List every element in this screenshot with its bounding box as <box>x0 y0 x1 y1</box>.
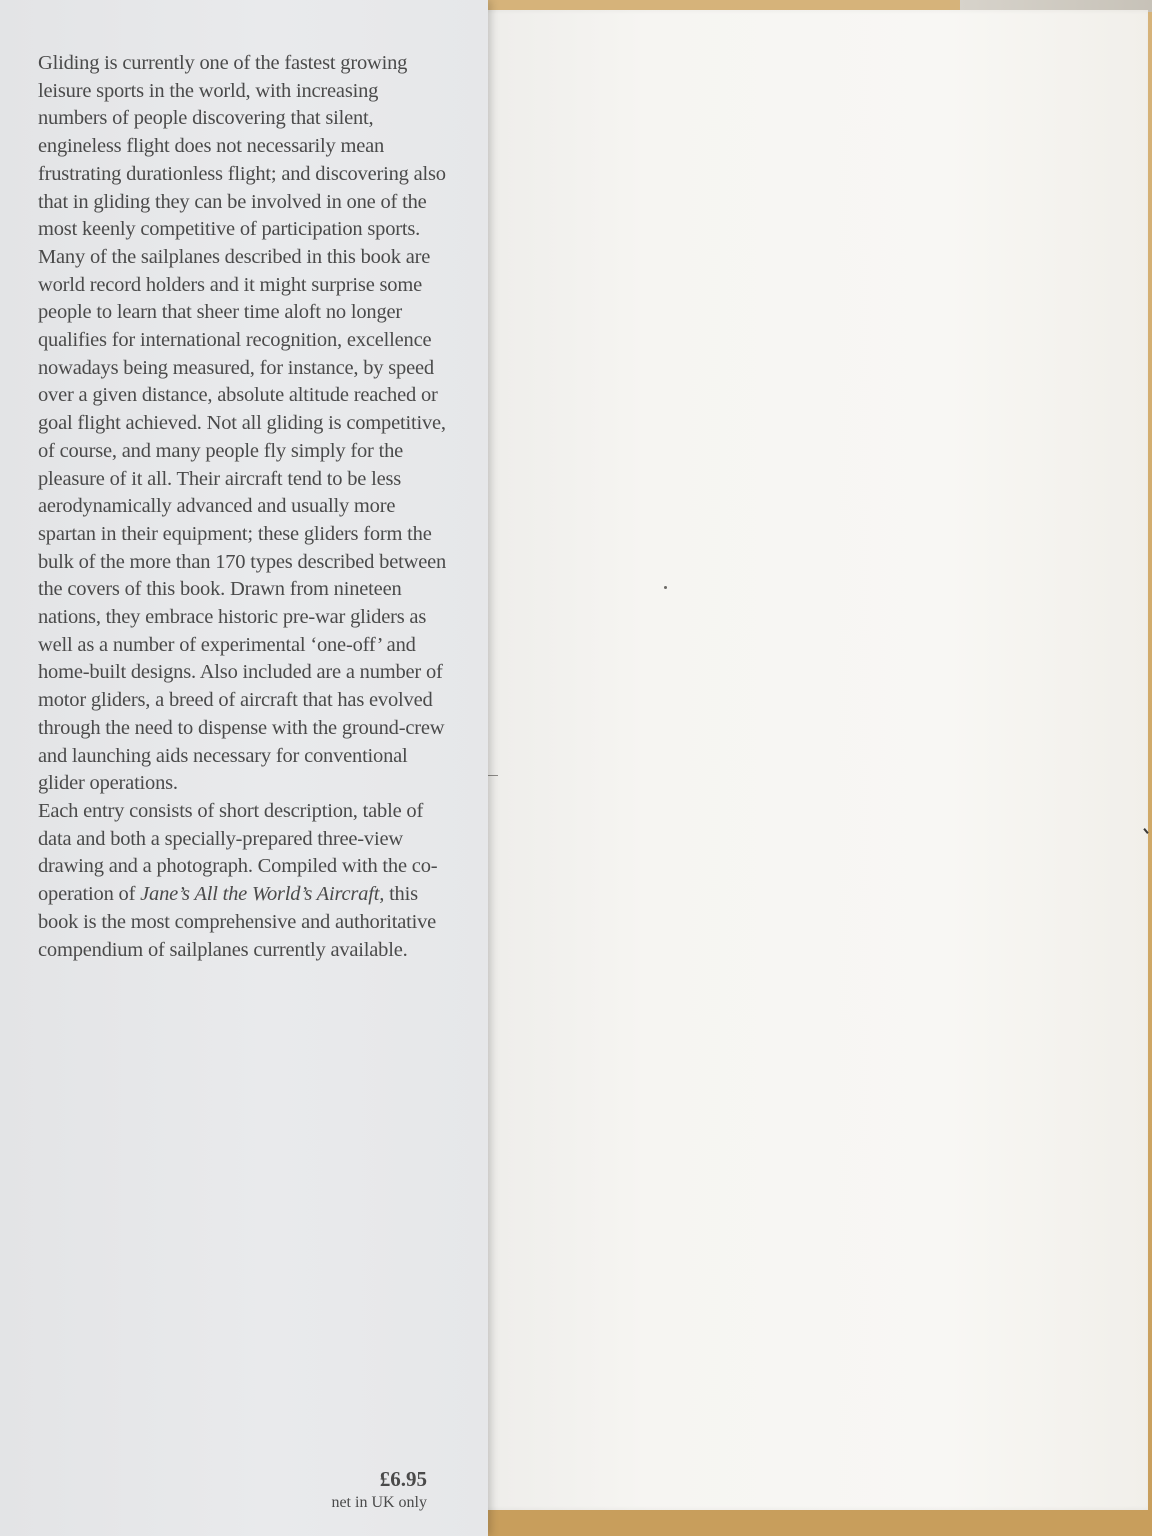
price: £6.95 <box>379 1467 427 1491</box>
dust-jacket-flap <box>0 0 488 1536</box>
endpaper-speck <box>664 586 667 589</box>
endpaper-page <box>480 10 1148 1510</box>
blurb-paragraph-2 <box>38 798 450 964</box>
blurb-paragraph-1: Gliding is currently one of the fastest growing leisure sports in the world, with increasing numbers of people discovering that silent, engineless flight does not necessarily mean frustrating durationless flight; and discovering also that in gliding they can be involved in one of the most keenly competitive of participation sports. Many of the sailplanes described in this book are world record holders and it might surprise some people to learn that sheer time aloft no longer qualifies for international recognition, excellence nowadays being measured, for instance, by speed over a given distance, absolute altitude reached or goal flight achieved. Not all gliding is competitive, of course, and many people fly simply for the pleasure of it all. Their aircraft tend to be less aerodynamically advanced and usually more spartan in their equipment; these gliders form the bulk of the more than 170 types described between the covers of this book. Drawn from nineteen nations, they embrace historic pre-war gliders as well as a number of experimental ‘one-off’ and home-built designs. Also included are a number of motor gliders, a breed of aircraft that has evolved through the need to dispense with the ground-crew and launching aids necessary for conventional glider operations. <box>38 52 447 795</box>
blurb-paragraph-2-end: this book is the most comprehensive and authoritative compendium of sailplanes currently available. <box>38 883 437 961</box>
blurb-paragraph-2-start: Each entry consists of short description, table of data and both a specially-prepared three-view drawing and a photograph. Compiled with the co-operation of <box>38 799 438 906</box>
flap-blurb <box>38 50 450 964</box>
blurb-book-title: Jane’s All the World’s Aircraft, <box>140 883 385 906</box>
price-block <box>300 1466 427 1514</box>
price-note: net in UK only <box>331 1494 427 1511</box>
